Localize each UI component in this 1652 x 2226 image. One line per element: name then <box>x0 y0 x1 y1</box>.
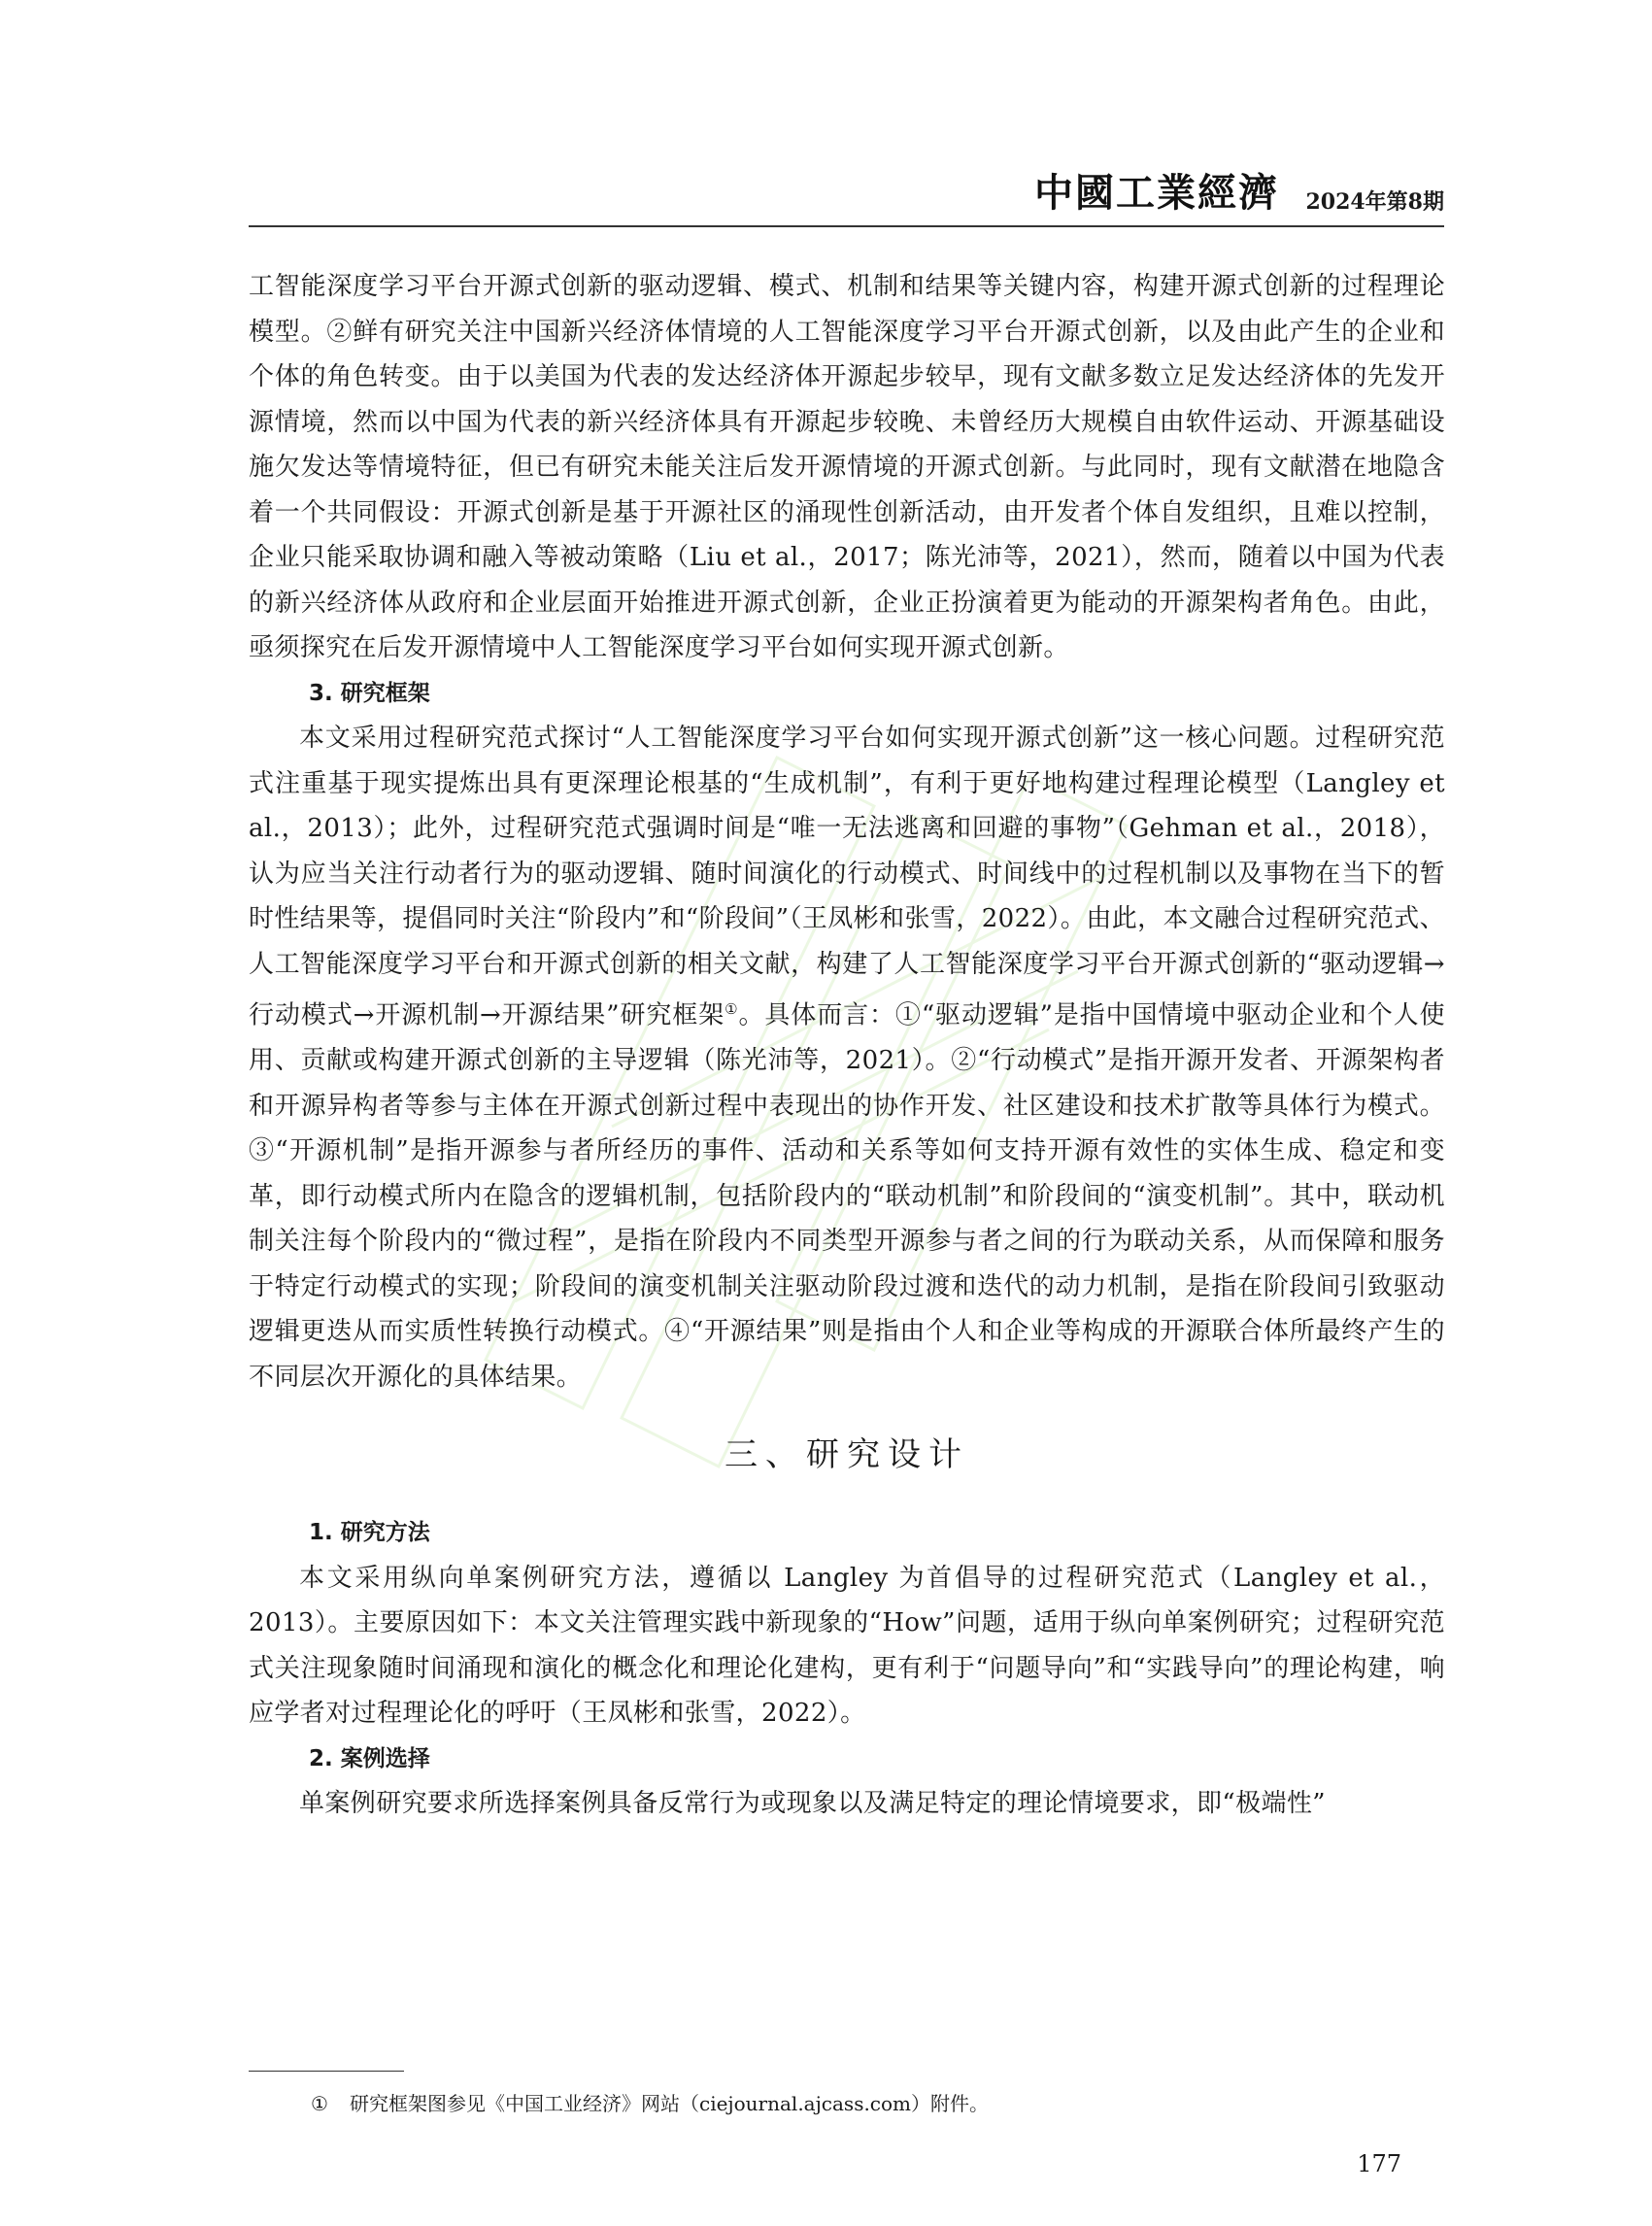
footnote <box>311 2088 989 2116</box>
paragraph-2 <box>249 716 1445 1400</box>
paragraph-2-part-b: 。具体而言：①“驱动逻辑”是指中国情境中驱动企业和个人使用、贡献或构建开源式创新的主导逻辑（陈光沛等，2021）。②“行动模式”是指开源开发者、开源架构者和开源异构者等参与主体在开源式创新过程中表现出的协作开发、社区建设和技术扩散等具体行为模式。③“开源机制”是指开源参与者所经历的事件、活动和关系等如何支持开源有效性的实体生成、稳定和变革，即行动模式所内在隐含的逻辑机制，包括阶段内的“联动机制”和阶段间的“演变机制”。其中，联动机制关注每个阶段内的“微过程”，是指在阶段内不同类型开源参与者之间的行为联动关系，从而保障和服务于特定行动模式的实现；阶段间的演变机制关注驱动阶段过渡和迭代的动力机制，是指在阶段间引致驱动逻辑更迭从而实质性转换行动模式。④“开源结果”则是指由个人和企业等构成的开源联合体所最终产生的不同层次开源化的具体结果。 <box>249 1000 1445 1392</box>
page-number: 177 <box>1357 2150 1401 2177</box>
paragraph-1: 工智能深度学习平台开源式创新的驱动逻辑、模式、机制和结果等关键内容，构建开源式创新的过程理论模型。②鲜有研究关注中国新兴经济体情境的人工智能深度学习平台开源式创新，以及由此产生的企业和个体的角色转变。由于以美国为代表的发达经济体开源起步较早，现有文献多数立足发达经济体的先发开源情境，然而以中国为代表的新兴经济体具有开源起步较晚、未曾经历大规模自由软件运动、开源基础设施欠发达等情境特征，但已有研究未能关注后发开源情境的开源式创新。与此同时，现有文献潜在地隐含着一个共同假设：开源式创新是基于开源社区的涌现性创新活动，由开发者个体自发组织，且难以控制，企业只能采取协调和融入等被动策略（Liu et al.，2017；陈光沛等，2021），然而，随着以中国为代表的新兴经济体从政府和企业层面开始推进开源式创新，企业正扮演着更为能动的开源架构者角色。由此，亟须探究在后发开源情境中人工智能深度学习平台如何实现开源式创新。 <box>249 272 1445 662</box>
journal-title: 中國工業經濟 <box>1034 170 1279 216</box>
subheading-research-method: 1. 研究方法 <box>309 1520 430 1546</box>
article-body <box>249 264 1445 1827</box>
paragraph-3: 本文采用纵向单案例研究方法，遵循以 Langley 为首倡导的过程研究范式（Langley et al.，2013）。主要原因如下：本文关注管理实践中新现象的“How”问题，适用于纵向单案例研究；过程研究范式关注现象随时间涌现和演化的概念化和理论化建构，更有利于“问题导向”和“实践导向”的理论构建，响应学者对过程理论化的呼吁（王凤彬和张雪，2022）。 <box>249 1563 1445 1729</box>
paragraph-2-part-a: 本文采用过程研究范式探讨“人工智能深度学习平台如何实现开源式创新”这一核心问题。过程研究范式注重基于现实提炼出具有更深理论根基的“生成机制”，有利于更好地构建过程理论模型（Langley et al.，2013）；此外，过程研究范式强调时间是“唯一无法逃离和回避的事物”（Gehman et al.，2018），认为应当关注行动者行为的驱动逻辑、随时间演化的行动模式、时间线中的过程机制以及事物在当下的暂时性结果等，提倡同时关注“阶段内”和“阶段间”（王凤彬和张雪，2022）。由此，本文融合过程研究范式、人工智能深度学习平台和开源式创新的相关文献，构建了人工智能深度学习平台开源式创新的“驱动逻辑→行动模式→开源机制→开源结果”研究框架 <box>249 724 1445 1030</box>
issue-label: 2024年第8期 <box>1305 189 1444 215</box>
footnote-divider <box>249 2071 404 2072</box>
footnote-mark: ① <box>311 2092 328 2115</box>
subheading-research-framework: 3. 研究框架 <box>309 680 430 706</box>
subheading-case-selection: 2. 案例选择 <box>309 1745 430 1771</box>
section-heading: 三、研究设计 <box>725 1435 969 1475</box>
footnote-text: 研究框架图参见《中国工业经济》网站（ciejournal.ajcass.com）附件。 <box>350 2092 990 2115</box>
page-header <box>249 170 1444 227</box>
footnote-ref[interactable]: ① <box>725 1000 739 1018</box>
paragraph-4: 单案例研究要求所选择案例具备反常行为或现象以及满足特定的理论情境要求，即“极端性” <box>299 1789 1326 1819</box>
